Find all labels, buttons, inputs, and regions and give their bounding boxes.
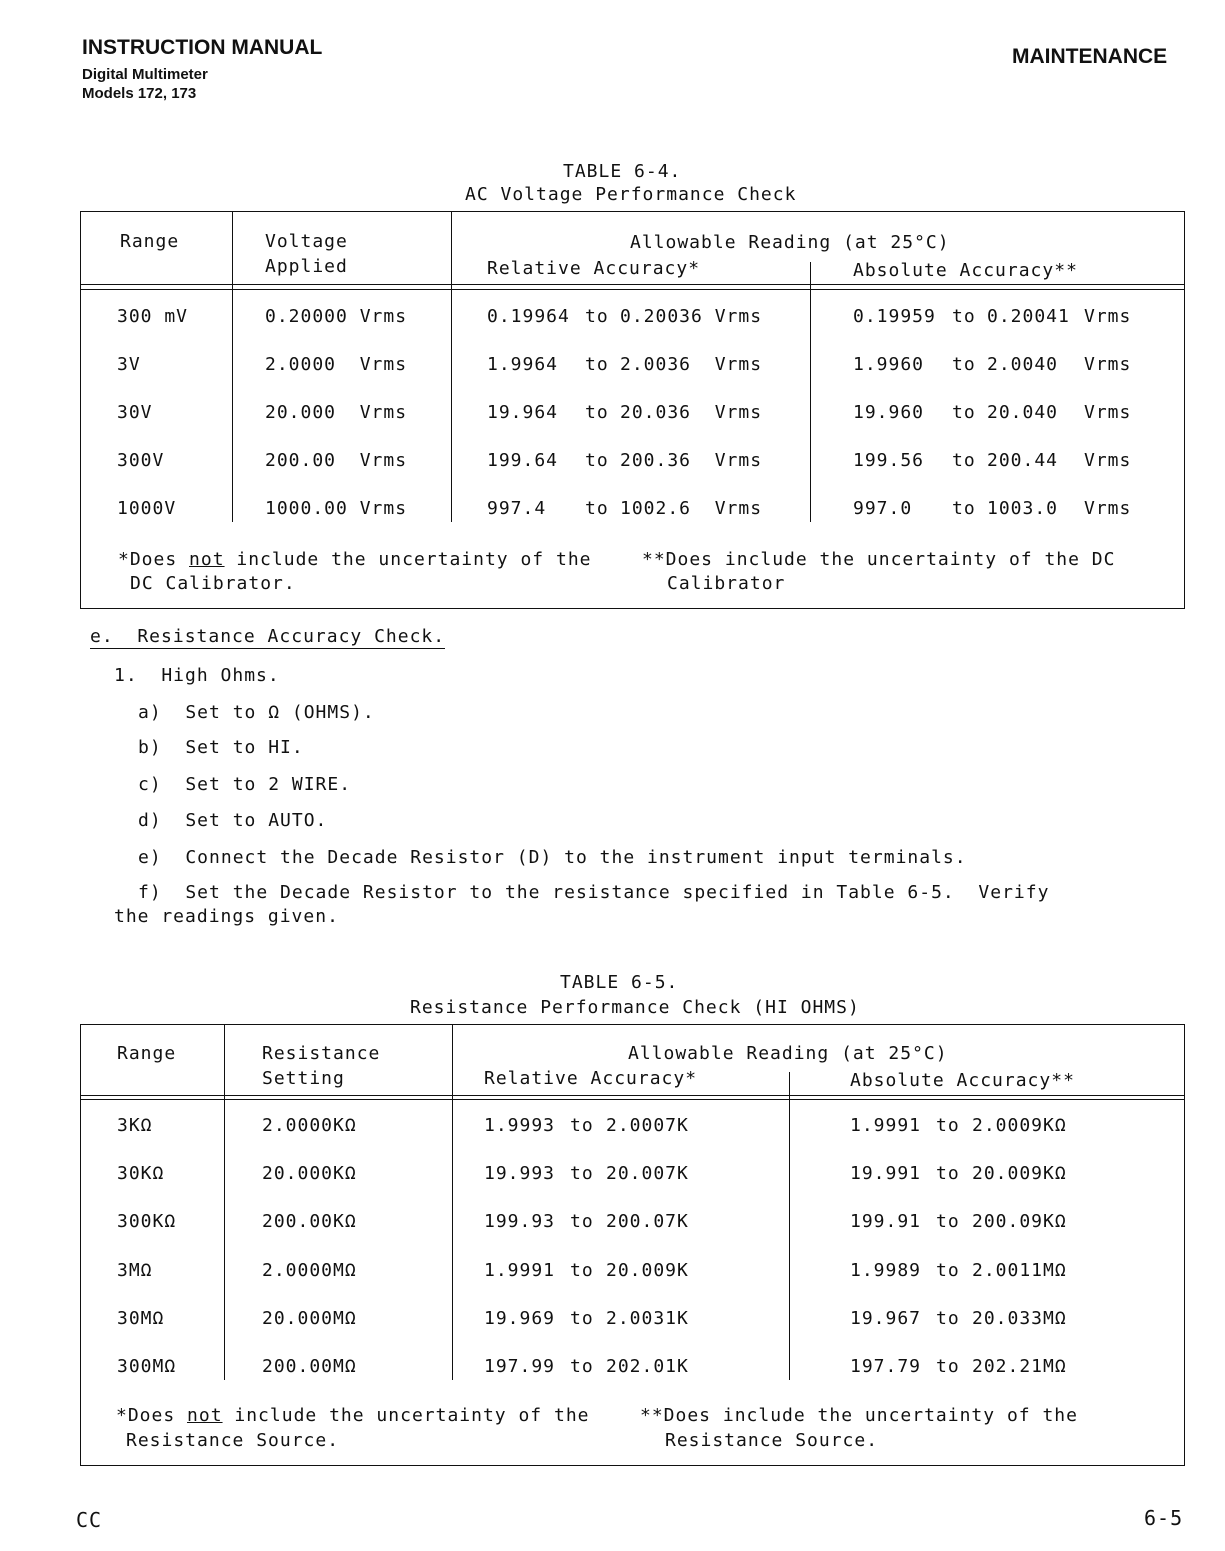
- cell-rel-lo: 1.9993: [484, 1115, 556, 1136]
- table65-col-divider-1: [224, 1025, 225, 1380]
- cell-abs-to: to: [936, 1211, 960, 1232]
- cell-abs-to: to: [936, 1163, 960, 1184]
- cell-applied: 20.000 Vrms: [265, 402, 408, 423]
- step-high-ohms: 1. High Ohms.: [114, 665, 280, 686]
- table65-header-rule: [80, 1095, 1185, 1096]
- cell-range: 30MΩ: [117, 1308, 165, 1329]
- step-f-cont: the readings given.: [114, 906, 339, 927]
- table64-col-divider-3: [810, 262, 811, 522]
- cell-rel-to: to: [570, 1356, 594, 1377]
- cell-range: 30V: [117, 402, 153, 423]
- table64-header-rule: [80, 284, 1185, 285]
- step-a: a) Set to Ω (OHMS).: [138, 702, 375, 723]
- cell-range: 30KΩ: [117, 1163, 165, 1184]
- cell-range: 300 mV: [117, 306, 189, 327]
- cell-abs-lo: 1.9960: [853, 354, 925, 375]
- cell-abs-to: to: [952, 354, 976, 375]
- cell-range: 300MΩ: [117, 1356, 177, 1377]
- cell-rel-hi: 20.009K: [606, 1260, 689, 1281]
- table65-col-absolute: Absolute Accuracy**: [850, 1070, 1075, 1091]
- table65-col-resistance: Resistance: [262, 1043, 381, 1064]
- table64-col-absolute: Absolute Accuracy**: [853, 260, 1078, 281]
- table64-col-applied: Applied: [265, 256, 348, 277]
- table65-note-left-2: Resistance Source.: [126, 1430, 340, 1451]
- table65-note-right: **Does include the uncertainty of the: [640, 1405, 1078, 1426]
- cell-rel-lo: 1.9991: [484, 1260, 556, 1281]
- cell-rel-lo: 19.969: [484, 1308, 556, 1329]
- step-c: c) Set to 2 WIRE.: [138, 774, 352, 795]
- cell-setting: 20.000MΩ: [262, 1308, 357, 1329]
- cell-rel-hi: 2.0031K: [606, 1308, 689, 1329]
- cell-rel-to: to: [585, 498, 609, 519]
- cell-abs-to: to: [936, 1356, 960, 1377]
- step-d: d) Set to AUTO.: [138, 810, 328, 831]
- cell-range: 1000V: [117, 498, 177, 519]
- cell-rel-to: to: [585, 450, 609, 471]
- table64-note-right-2: Calibrator: [667, 573, 786, 594]
- cell-rel-hi: 200.36 Vrms: [620, 450, 763, 471]
- cell-applied: 2.0000 Vrms: [265, 354, 408, 375]
- cell-abs-lo: 19.967: [850, 1308, 922, 1329]
- cell-rel-lo: 0.19964: [487, 306, 570, 327]
- cell-range: 300KΩ: [117, 1211, 177, 1232]
- cell-abs-unit: Vrms: [1084, 498, 1132, 519]
- cell-rel-to: to: [585, 354, 609, 375]
- cell-rel-lo: 197.99: [484, 1356, 556, 1377]
- cell-abs-hi: 2.0040: [987, 354, 1059, 375]
- cell-rel-to: to: [570, 1163, 594, 1184]
- cell-range: 300V: [117, 450, 165, 471]
- cell-rel-to: to: [570, 1115, 594, 1136]
- table64-col-divider-2: [451, 212, 452, 522]
- cell-abs-to: to: [952, 306, 976, 327]
- cell-abs-hi: 20.033MΩ: [972, 1308, 1067, 1329]
- cell-abs-lo: 199.91: [850, 1211, 922, 1232]
- cell-abs-unit: Vrms: [1084, 402, 1132, 423]
- cell-rel-hi: 0.20036 Vrms: [620, 306, 763, 327]
- table65-caption: Resistance Performance Check (HI OHMS): [410, 997, 860, 1018]
- cell-setting: 200.00MΩ: [262, 1356, 357, 1377]
- table65-col-relative: Relative Accuracy*: [484, 1068, 698, 1089]
- table64-col-voltage: Voltage: [265, 231, 348, 252]
- table64-header-rule-2: [80, 289, 1185, 290]
- step-b: b) Set to HI.: [138, 737, 304, 758]
- cell-abs-hi: 2.0011MΩ: [972, 1260, 1067, 1281]
- table65-col-range: Range: [117, 1043, 177, 1064]
- table64-note-left-2: DC Calibrator.: [130, 573, 296, 594]
- cell-abs-to: to: [952, 402, 976, 423]
- cell-range: 3KΩ: [117, 1115, 153, 1136]
- cell-range: 3V: [117, 354, 141, 375]
- cell-abs-hi: 200.09KΩ: [972, 1211, 1067, 1232]
- cell-setting: 20.000KΩ: [262, 1163, 357, 1184]
- resistance-heading: e. Resistance Accuracy Check.: [90, 626, 446, 647]
- cell-abs-lo: 19.991: [850, 1163, 922, 1184]
- cell-rel-hi: 200.07K: [606, 1211, 689, 1232]
- step-f: f) Set the Decade Resistor to the resistance specified in Table 6-5. Verify: [138, 882, 1050, 903]
- page-number: 6-5: [1144, 1506, 1184, 1530]
- cell-setting: 2.0000MΩ: [262, 1260, 357, 1281]
- cell-abs-hi: 20.009KΩ: [972, 1163, 1067, 1184]
- cell-abs-to: to: [952, 498, 976, 519]
- cell-rel-lo: 199.64: [487, 450, 559, 471]
- table64-number: TABLE 6-4.: [563, 161, 682, 182]
- cell-abs-hi: 202.21MΩ: [972, 1356, 1067, 1377]
- cell-abs-to: to: [952, 450, 976, 471]
- cell-setting: 2.0000KΩ: [262, 1115, 357, 1136]
- table64-col-relative: Relative Accuracy*: [487, 258, 701, 279]
- cell-rel-to: to: [570, 1211, 594, 1232]
- table64-col-range: Range: [120, 231, 180, 252]
- cell-abs-hi: 200.44: [987, 450, 1059, 471]
- cell-rel-hi: 202.01K: [606, 1356, 689, 1377]
- table65-col-divider-3: [789, 1072, 790, 1380]
- table65-col-setting: Setting: [262, 1068, 345, 1089]
- table64-caption: AC Voltage Performance Check: [465, 184, 797, 205]
- note-prefix: *Does: [118, 549, 190, 570]
- cell-abs-unit: Vrms: [1084, 306, 1132, 327]
- manual-subtitle: Digital Multimeter: [82, 66, 208, 83]
- cell-applied: 1000.00 Vrms: [265, 498, 408, 519]
- note-not: not: [189, 549, 225, 570]
- cell-rel-hi: 2.0036 Vrms: [620, 354, 763, 375]
- cell-abs-lo: 197.79: [850, 1356, 922, 1377]
- cell-rel-hi: 1002.6 Vrms: [620, 498, 763, 519]
- cell-rel-lo: 19.964: [487, 402, 559, 423]
- table64-note-right: **Does include the uncertainty of the DC: [642, 549, 1116, 570]
- table65-note-right-2: Resistance Source.: [665, 1430, 879, 1451]
- table65-col-divider-2: [452, 1025, 453, 1380]
- cell-setting: 200.00KΩ: [262, 1211, 357, 1232]
- cell-abs-hi: 0.20041: [987, 306, 1070, 327]
- cell-abs-lo: 19.960: [853, 402, 925, 423]
- manual-title: INSTRUCTION MANUAL: [82, 36, 323, 59]
- cell-abs-lo: 997.0: [853, 498, 913, 519]
- cell-rel-to: to: [585, 306, 609, 327]
- cell-rel-to: to: [585, 402, 609, 423]
- table64-col-divider-1: [232, 212, 233, 522]
- cell-applied: 200.00 Vrms: [265, 450, 408, 471]
- table64-note-left: [118, 549, 592, 570]
- cell-abs-lo: 1.9991: [850, 1115, 922, 1136]
- table65-header-rule-2: [80, 1099, 1185, 1100]
- cell-abs-unit: Vrms: [1084, 354, 1132, 375]
- cell-abs-lo: 1.9989: [850, 1260, 922, 1281]
- cell-abs-lo: 0.19959: [853, 306, 936, 327]
- table65-number: TABLE 6-5.: [560, 972, 679, 993]
- footer-left: CC: [76, 1508, 103, 1532]
- cell-abs-hi: 2.0009KΩ: [972, 1115, 1067, 1136]
- cell-rel-lo: 997.4: [487, 498, 547, 519]
- table65-note-left: [116, 1405, 590, 1426]
- cell-abs-to: to: [936, 1260, 960, 1281]
- cell-rel-lo: 19.993: [484, 1163, 556, 1184]
- note-prefix: *Does: [116, 1405, 188, 1426]
- cell-abs-unit: Vrms: [1084, 450, 1132, 471]
- note-not: not: [187, 1405, 223, 1426]
- cell-rel-to: to: [570, 1308, 594, 1329]
- table65-col-allowable: Allowable Reading (at 25°C): [628, 1043, 948, 1064]
- cell-range: 3MΩ: [117, 1260, 153, 1281]
- step-e: e) Connect the Decade Resistor (D) to the instrument input terminals.: [138, 847, 967, 868]
- manual-models: Models 172, 173: [82, 85, 197, 102]
- cell-rel-lo: 199.93: [484, 1211, 556, 1232]
- table64-col-allowable: Allowable Reading (at 25°C): [630, 232, 950, 253]
- cell-rel-to: to: [570, 1260, 594, 1281]
- note-rest: include the uncertainty of the: [222, 1405, 590, 1426]
- cell-applied: 0.20000 Vrms: [265, 306, 408, 327]
- cell-abs-lo: 199.56: [853, 450, 925, 471]
- cell-abs-to: to: [936, 1308, 960, 1329]
- cell-abs-to: to: [936, 1115, 960, 1136]
- cell-abs-hi: 1003.0: [987, 498, 1059, 519]
- note-rest: include the uncertainty of the: [224, 549, 592, 570]
- cell-rel-hi: 2.0007K: [606, 1115, 689, 1136]
- cell-rel-hi: 20.007K: [606, 1163, 689, 1184]
- cell-abs-hi: 20.040: [987, 402, 1059, 423]
- cell-rel-hi: 20.036 Vrms: [620, 402, 763, 423]
- section-title: MAINTENANCE: [1012, 45, 1168, 68]
- cell-rel-lo: 1.9964: [487, 354, 559, 375]
